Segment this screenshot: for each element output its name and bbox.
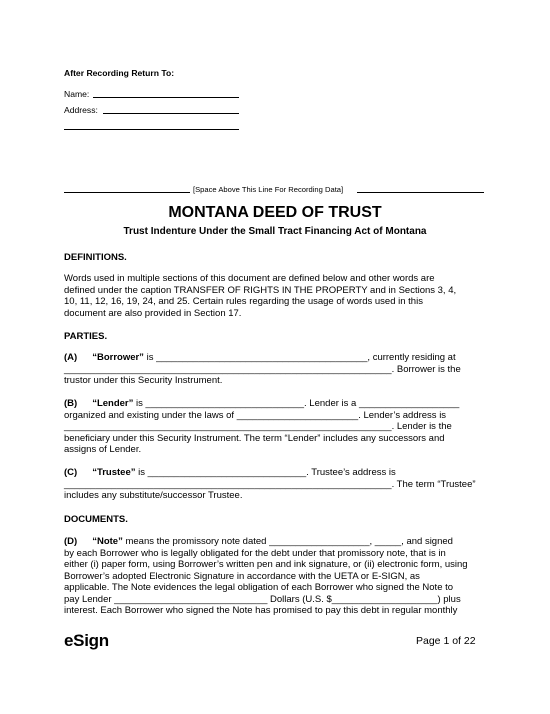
lender-clause xyxy=(64,398,489,456)
name-label: Name: xyxy=(64,89,90,99)
note-line: interest. Each Borrower who signed the Note has promised to pay this debt in regular monthly xyxy=(64,605,458,616)
note-term: “Note” xyxy=(92,536,123,547)
definitions-heading: DEFINITIONS. xyxy=(64,252,127,263)
definitions-line: Words used in multiple sections of this document are defined below and other words are xyxy=(64,273,435,284)
address-label: Address: xyxy=(64,105,98,115)
recording-line-right xyxy=(357,192,484,193)
lender-line[interactable]: ______________________________________________________________. Lender is the xyxy=(64,421,452,432)
document-subtitle: Trust Indenture Under the Small Tract Financing Act of Montana xyxy=(123,226,427,237)
note-line: by each Borrower who is legally obligated for the debt under that promissory note, that is in xyxy=(64,547,446,559)
document-title: MONTANA DEED OF TRUST xyxy=(168,204,382,221)
note-line[interactable]: means the promissory note dated ___________________, _____, and signed xyxy=(122,536,453,547)
clause-letter: (C) xyxy=(64,467,78,478)
note-clause xyxy=(64,536,489,617)
trustee-line[interactable]: is ______________________________. Trustee’s address is xyxy=(135,467,396,478)
return-to-label: After Recording Return To: xyxy=(64,68,175,78)
note-line: applicable. The Note evidences the legal obligation of each Borrower who signed the Note to xyxy=(64,582,454,593)
borrower-line[interactable]: is ________________________________________, currently residing at xyxy=(143,352,456,363)
esign-logo: eSign xyxy=(64,631,109,650)
clause-letter: (A) xyxy=(64,352,78,363)
definitions-paragraph xyxy=(64,273,489,319)
address-field-line-2[interactable] xyxy=(64,129,239,130)
note-line: Borrower’s adopted Electronic Signature in accordance with the UETA or E-SIGN, as xyxy=(64,570,420,582)
definitions-line: 10, 11, 12, 16, 19, 24, and 25. Certain rules regarding the usage of words used in this xyxy=(64,296,423,307)
address-field-line[interactable] xyxy=(103,113,239,114)
lender-line[interactable]: organized and existing under the laws of _______________________. Lender’s address is xyxy=(64,409,447,421)
clause-letter: (D) xyxy=(64,536,78,547)
borrower-term: “Borrower” xyxy=(92,352,144,363)
trustee-term: “Trustee” xyxy=(92,467,136,478)
definitions-line: document are also provided in Section 17. xyxy=(64,307,242,319)
lender-line[interactable]: is ______________________________. Lender is a ___________________ xyxy=(133,398,460,409)
clause-letter: (B) xyxy=(64,398,78,409)
name-field-line[interactable] xyxy=(93,97,239,98)
lender-term: “Lender” xyxy=(92,398,134,409)
lender-line: beneficiary under this Security Instrument. The term “Lender” includes any successors and xyxy=(64,432,445,444)
trustee-line[interactable]: ______________________________________________________________. The term “Trustee” xyxy=(64,478,476,490)
page-number: Page 1 of 22 xyxy=(416,635,476,647)
parties-heading: PARTIES. xyxy=(64,331,108,342)
space-above-text: [Space Above This Line For Recording Data] xyxy=(193,185,344,194)
borrower-clause xyxy=(64,352,489,387)
borrower-line: trustor under this Security Instrument. xyxy=(64,375,223,386)
lender-line: assigns of Lender. xyxy=(64,444,142,455)
trustee-line: includes any substitute/successor Trustee. xyxy=(64,490,243,501)
borrower-line[interactable]: ______________________________________________________________. Borrower is the xyxy=(64,363,461,375)
recording-line-left xyxy=(64,192,190,193)
definitions-line: defined under the caption TRANSFER OF RIGHTS IN THE PROPERTY and in Sections 3, 4, xyxy=(64,284,457,296)
note-line: either (i) paper form, using Borrower’s written pen and ink signature, or (ii) electronic form, using xyxy=(64,559,468,570)
note-line[interactable]: pay Lender _____________________________ Dollars (U.S. $____________________) plus xyxy=(64,593,461,605)
documents-heading: DOCUMENTS. xyxy=(64,514,128,525)
trustee-clause xyxy=(64,467,489,502)
